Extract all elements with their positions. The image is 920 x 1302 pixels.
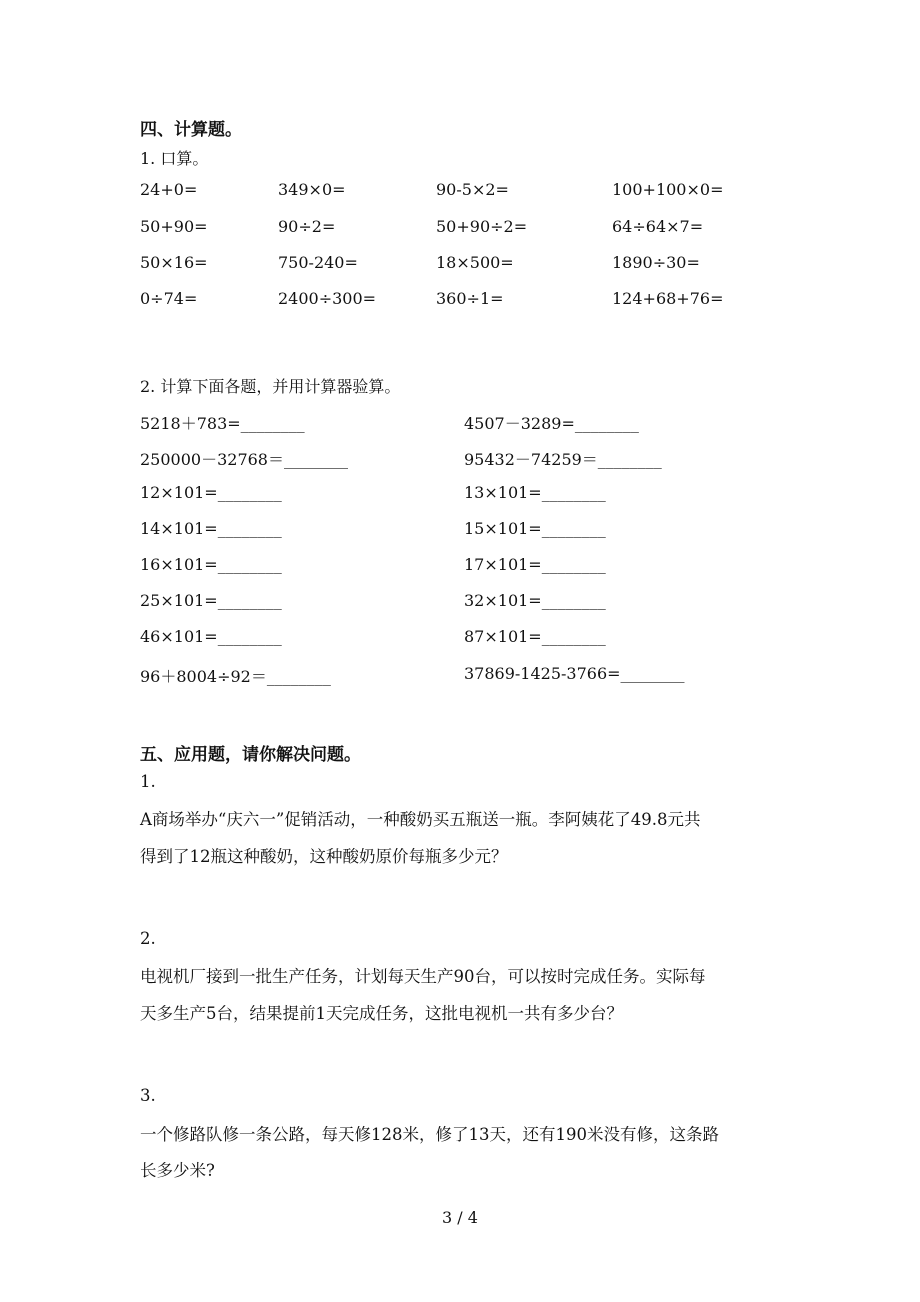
problem-text-line: 天多生产5台，结果提前1天完成任务，这批电视机一共有多少台？ [140, 1004, 623, 1023]
q1-cell: 24+0= [140, 180, 198, 199]
q2-item: 13×101=________ [464, 483, 606, 502]
q2-item: 16×101=________ [140, 555, 282, 574]
q2-item: 96＋8004÷92＝________ [140, 667, 331, 686]
q1-cell: 349×0= [278, 180, 346, 199]
q2-item: 46×101=________ [140, 627, 282, 646]
q1-cell: 64÷64×7= [612, 217, 704, 236]
q2-item: 37869-1425-3766=________ [464, 664, 685, 683]
q2-item: 87×101=________ [464, 627, 606, 646]
problem-text-line: 一个修路队修一条公路，每天修128米，修了13天，还有190米没有修，这条路 [140, 1125, 719, 1144]
q1-label: 1. 口算。 [140, 149, 209, 168]
q1-cell: 90÷2= [278, 217, 336, 236]
q1-cell: 18×500= [436, 253, 514, 272]
problem-number: 1. [140, 772, 156, 791]
problem-number: 2. [140, 929, 156, 948]
q1-cell: 124+68+76= [612, 289, 724, 308]
q1-cell: 750-240= [278, 253, 358, 272]
q2-item: 5218＋783=________ [140, 414, 305, 433]
q2-item: 17×101=________ [464, 555, 606, 574]
problem-number: 3. [140, 1086, 156, 1105]
problem-text-line: 得到了12瓶这种酸奶，这种酸奶原价每瓶多少元？ [140, 847, 508, 866]
page-number: 3 / 4 [442, 1208, 478, 1227]
section-4-title: 四、计算题。 [140, 120, 242, 140]
q2-item: 15×101=________ [464, 519, 606, 538]
problem-text-line: 长多少米? [140, 1161, 215, 1180]
q1-cell: 50×16= [140, 253, 208, 272]
section-5-title: 五、应用题，请你解决问题。 [140, 745, 361, 765]
q2-label: 2. 计算下面各题，并用计算器验算。 [140, 377, 401, 396]
problem-text-line: A商场举办“庆六一”促销活动，一种酸奶买五瓶送一瓶。李阿姨花了49.8元共 [140, 810, 701, 829]
q1-cell: 50+90= [140, 217, 208, 236]
q1-cell: 2400÷300= [278, 289, 377, 308]
q2-item: 32×101=________ [464, 591, 606, 610]
q1-cell: 100+100×0= [612, 180, 724, 199]
q1-cell: 1890÷30= [612, 253, 700, 272]
q1-cell: 0÷74= [140, 289, 198, 308]
q1-cell: 50+90÷2= [436, 217, 528, 236]
q2-item: 14×101=________ [140, 519, 282, 538]
q2-item: 250000－32768＝________ [140, 450, 348, 469]
q2-item: 95432－74259＝________ [464, 450, 662, 469]
q1-cell: 90-5×2= [436, 180, 509, 199]
q2-item: 12×101=________ [140, 483, 282, 502]
q1-cell: 360÷1= [436, 289, 504, 308]
problem-text-line: 电视机厂接到一批生产任务，计划每天生产90台，可以按时完成任务。实际每 [140, 967, 706, 986]
q2-item: 4507－3289=________ [464, 414, 639, 433]
q2-item: 25×101=________ [140, 591, 282, 610]
